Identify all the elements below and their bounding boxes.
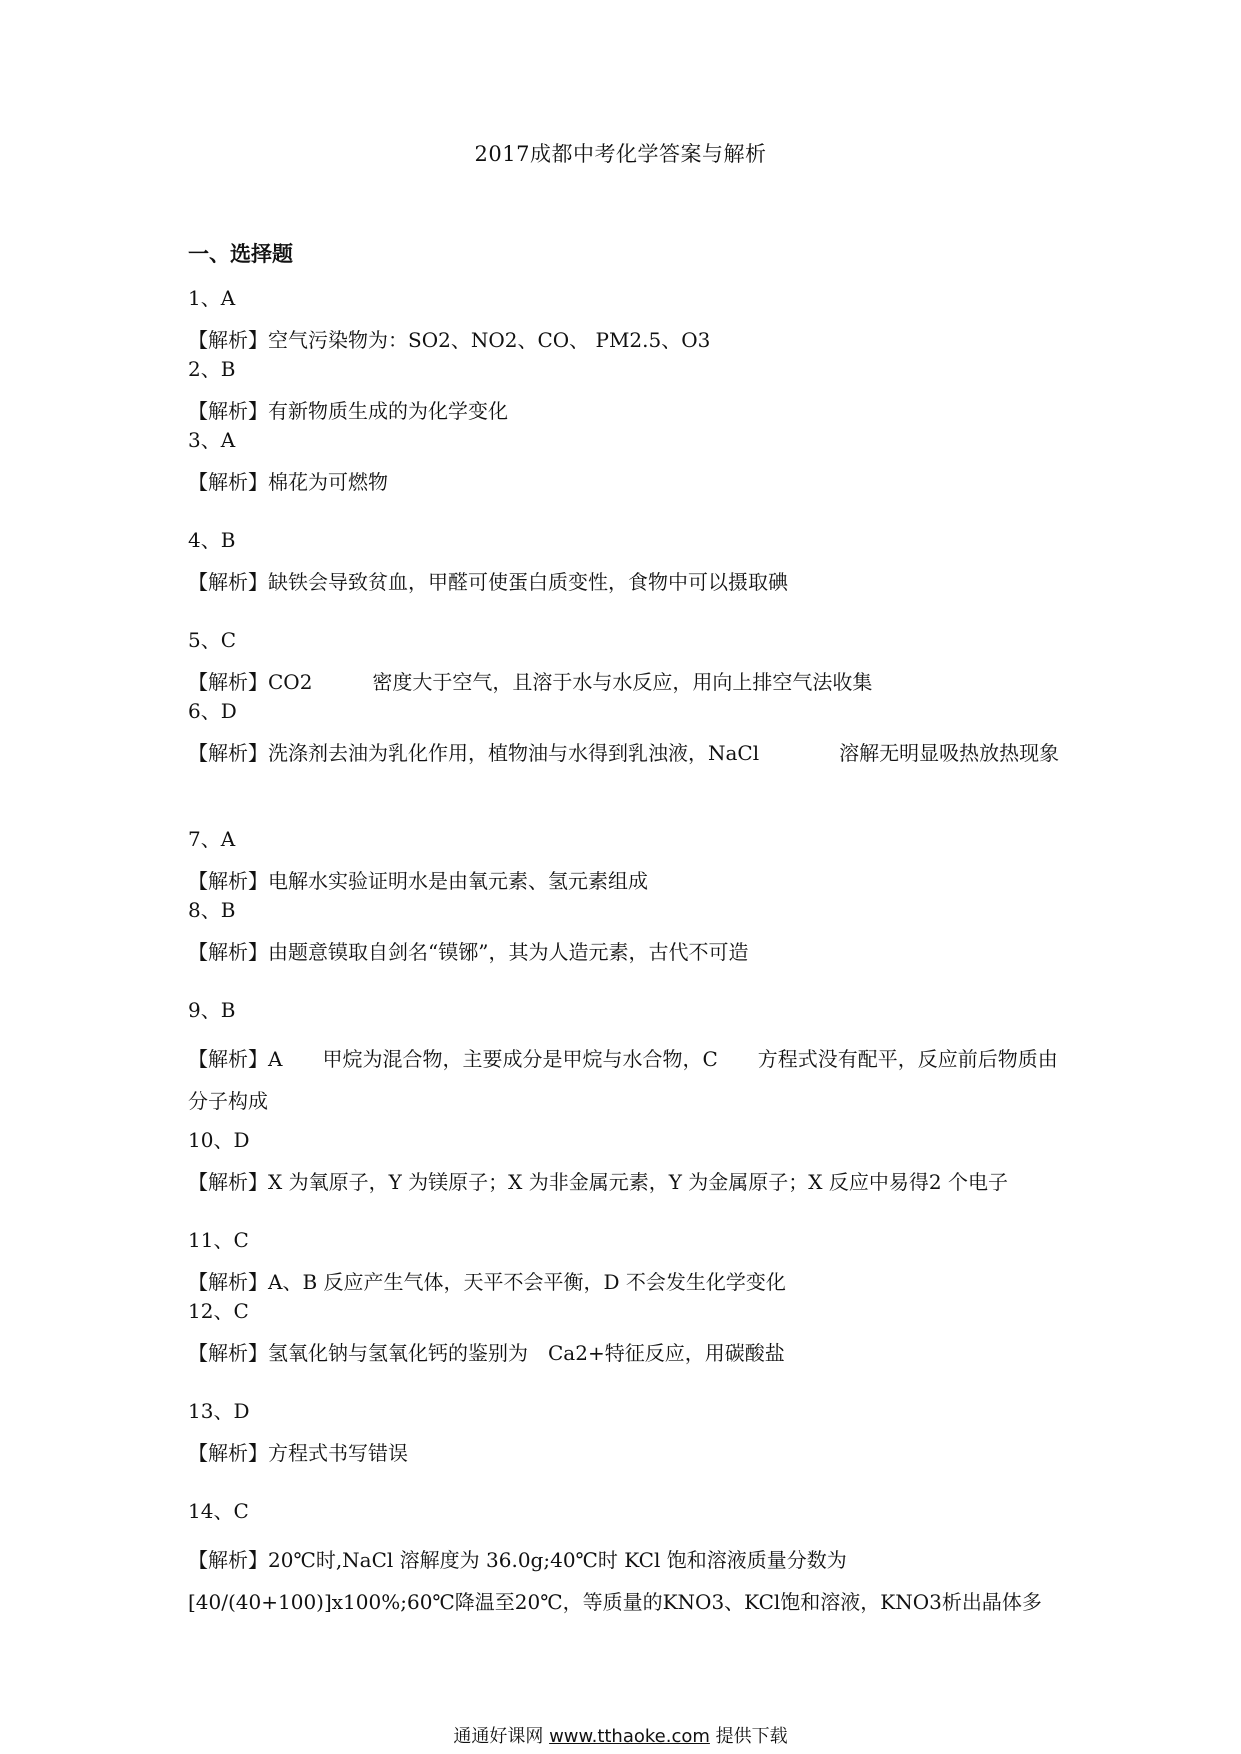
answer-number: 13、D: [188, 1399, 250, 1423]
page-title: 2017成都中考化学答案与解析: [474, 142, 767, 166]
answer-number: 10、D: [188, 1128, 250, 1152]
answer-explanation: 【解析】X 为氧原子，Y 为镁原子；X 为非金属元素，Y 为金属原子；X 反应中易得2 个电子: [188, 1170, 1008, 1194]
answer-explanation: 【解析】氢氧化钠与氢氧化钙的鉴别为 Ca2+特征反应，用碳酸盐: [188, 1341, 785, 1365]
footer: [0, 1722, 1241, 1748]
answer-number: 9、B: [188, 998, 236, 1022]
answer-explanation: 【解析】电解水实验证明水是由氧元素、氢元素组成: [188, 869, 648, 893]
answer-number: 14、C: [188, 1499, 249, 1523]
answer-explanation: 【解析】由题意镆取自剑名“镆铘”，其为人造元素，古代不可造: [188, 940, 749, 964]
answer-explanation: 【解析】A、B 反应产生气体，天平不会平衡，D 不会发生化学变化: [188, 1270, 786, 1294]
answer-explanation: 【解析】CO2 密度大于空气，且溶于水与水反应，用向上排空气法收集: [188, 670, 873, 694]
answer-explanation: 【解析】A 甲烷为混合物，主要成分是甲烷与水合物，C 方程式没有配平，反应前后物质由 分子构成: [188, 1047, 1058, 1113]
answer-explanation: 【解析】洗涤剂去油为乳化作用，植物油与水得到乳浊液，NaCl 溶解无明显吸热放热现象: [188, 741, 1060, 765]
answer-explanation: 【解析】方程式书写错误: [188, 1441, 408, 1465]
answer-number: 2、B: [188, 357, 236, 381]
answer-number: 7、A: [188, 827, 236, 851]
answer-explanation: 【解析】缺铁会导致贫血，甲醛可使蛋白质变性，食物中可以摄取碘: [188, 570, 788, 594]
section-heading: 一、选择题: [188, 241, 293, 266]
answer-number: 6、D: [188, 699, 237, 723]
answer-explanation: 【解析】有新物质生成的为化学变化: [188, 399, 508, 423]
footer-site-name: 通通好课网: [453, 1726, 544, 1747]
footer-suffix: 提供下载: [715, 1726, 788, 1747]
answer-number: 5、C: [188, 628, 237, 652]
answer-explanation: 【解析】20℃时,NaCl 溶解度为 36.0g;40℃时 KCl 饱和溶液质量分数为[40/(40+100)]x100%;60℃降温至20℃，等质量的KNO3、KCl饱和溶液，KNO3析出晶体多: [188, 1548, 1042, 1614]
answer-number: 1、A: [188, 286, 236, 310]
answer-number: 11、C: [188, 1228, 249, 1252]
answer-number: 12、C: [188, 1299, 249, 1323]
answer-number: 4、B: [188, 528, 236, 552]
answer-number: 3、A: [188, 428, 236, 452]
answer-number: 8、B: [188, 898, 236, 922]
answer-explanation: 【解析】棉花为可燃物: [188, 470, 388, 494]
answer-explanation: 【解析】空气污染物为：SO2、NO2、CO、 PM2.5、O3: [188, 328, 711, 352]
footer-link[interactable]: www.tthaoke.com: [549, 1726, 710, 1747]
